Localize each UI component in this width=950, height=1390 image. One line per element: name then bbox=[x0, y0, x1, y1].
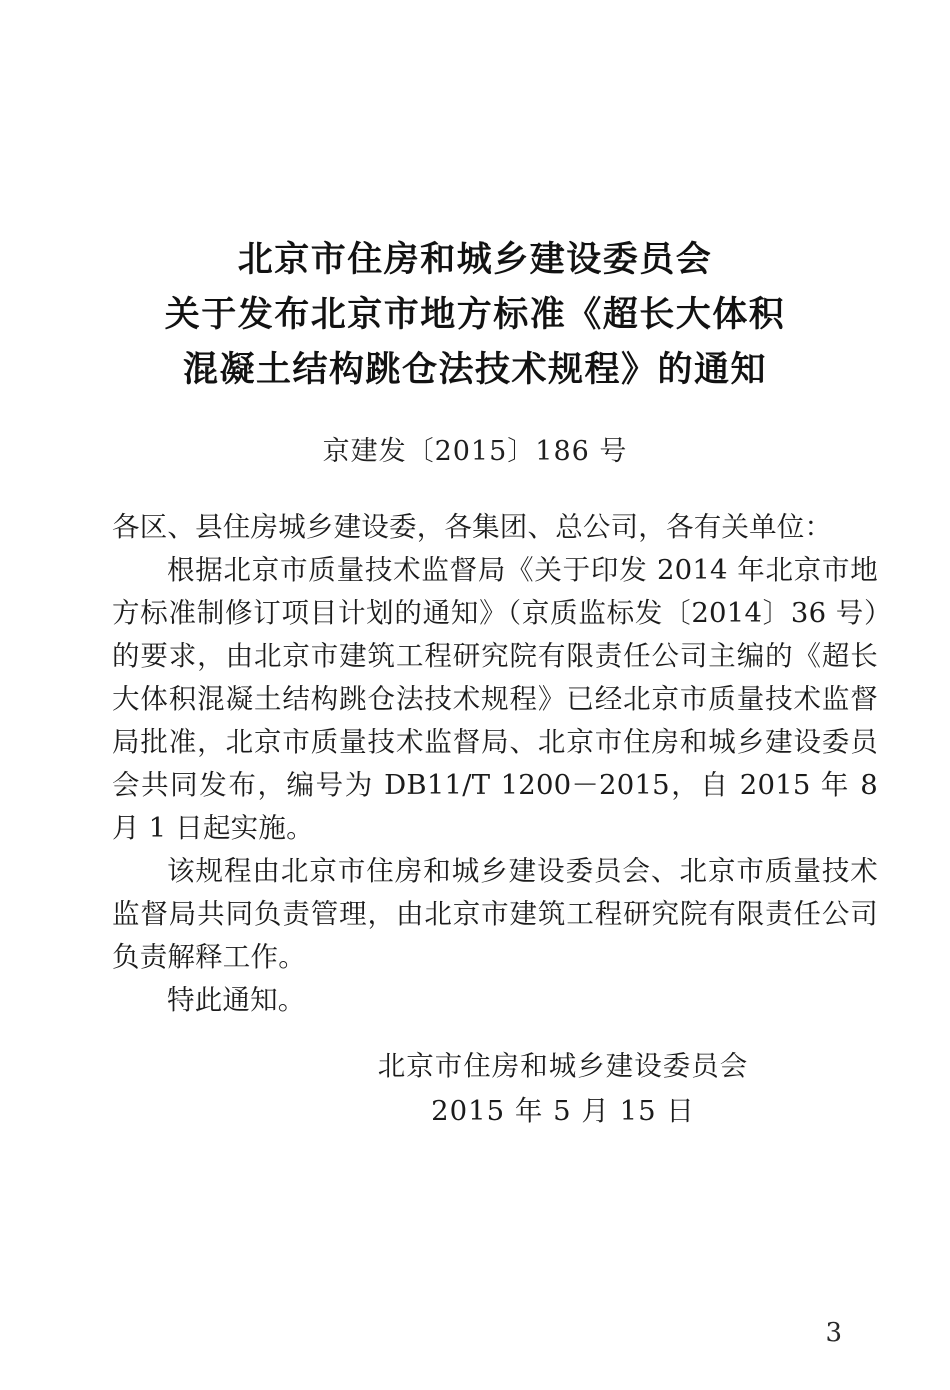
body-paragraph-1: 根据北京市质量技术监督局《关于印发 2014 年北京市地方标准制修订项目计划的通知》（京质监标发〔2014〕36 号）的要求，由北京市建筑工程研究院有限责任公司主编的《超长大体积混凝土结构跳仓法技术规程》已经北京市质量技术监督局批准，北京市质量技术监督局、北京市住房和城乡建设委员会共同发布，编号为 DB11/T 1200－2015，自 2015 年 8 月 1 日起实施。 bbox=[112, 554, 878, 844]
title-line-2: 关于发布北京市地方标准《超长大体积 bbox=[164, 294, 786, 335]
signature-date: 2015 年 5 月 15 日 bbox=[431, 1095, 695, 1127]
signature-organization: 北京市住房和城乡建设委员会 bbox=[377, 1050, 749, 1082]
page-number: 3 bbox=[825, 1318, 842, 1348]
document-number: 京建发〔2015〕186 号 bbox=[322, 436, 628, 467]
body-paragraph-3: 特此通知。 bbox=[167, 984, 306, 1016]
title-line-3: 混凝土结构跳仓法技术规程》的通知 bbox=[182, 349, 767, 390]
page-title bbox=[0, 232, 950, 397]
body-paragraph-2: 该规程由北京市住房和城乡建设委员会、北京市质量技术监督局共同负责管理，由北京市建筑工程研究院有限责任公司负责解释工作。 bbox=[112, 855, 878, 973]
signature-block bbox=[0, 1044, 950, 1134]
salutation: 各区、县住房城乡建设委，各集团、总公司，各有关单位： bbox=[112, 511, 833, 543]
title-line-1: 北京市住房和城乡建设委员会 bbox=[237, 239, 713, 280]
document-body bbox=[112, 506, 878, 1022]
